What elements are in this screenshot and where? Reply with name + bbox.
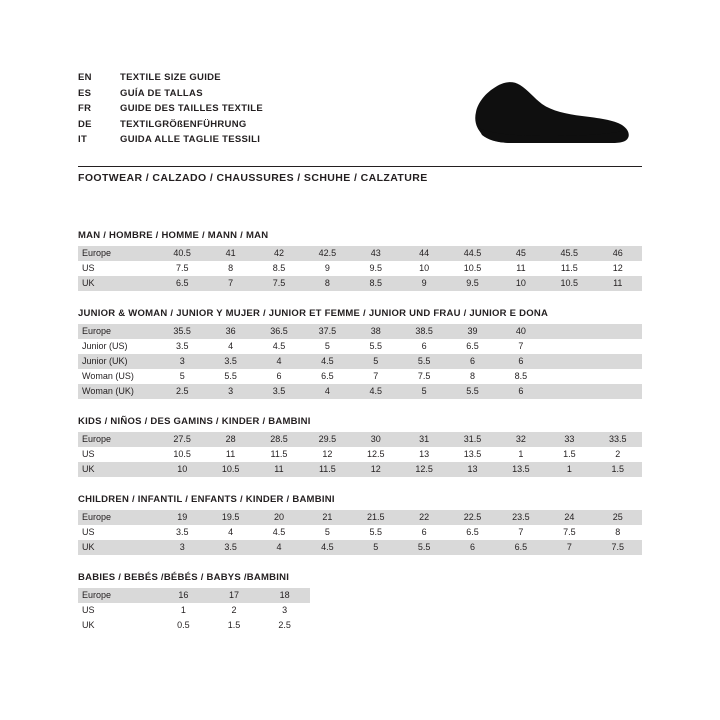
cell [594, 384, 642, 399]
cell: 0.5 [177, 620, 190, 630]
table-row [78, 540, 642, 555]
cell: 31.5 [448, 432, 496, 447]
row-label: US [82, 605, 95, 615]
cell: 36.5 [255, 324, 303, 339]
row-label: Woman (US) [82, 371, 134, 381]
table-row [78, 369, 642, 384]
cell: 4 [228, 527, 234, 537]
cell: 7 [206, 276, 254, 291]
cell [545, 339, 593, 354]
cell: 7.5 [563, 527, 576, 537]
cell: 4.5 [272, 527, 286, 537]
cell: 9.5 [448, 276, 496, 291]
header [78, 72, 642, 150]
cell: 8.5 [352, 276, 400, 291]
cell: 10.5 [463, 263, 482, 273]
dress-shoe-icon [442, 68, 632, 158]
language-title: GUIDA ALLE TAGLIE TESSILI [120, 134, 261, 145]
table-row [78, 324, 642, 339]
cell: 8.5 [272, 263, 286, 273]
table-row [78, 384, 642, 399]
cell [594, 354, 642, 369]
cell: 10.5 [206, 462, 254, 477]
cell: 11 [255, 462, 303, 477]
cell: 11.5 [303, 462, 351, 477]
cell: 10 [419, 263, 430, 273]
cell: 4.5 [303, 354, 351, 369]
row-label: US [82, 449, 95, 459]
cell: 35.5 [158, 324, 206, 339]
cell: 38.5 [400, 324, 448, 339]
cell: 4.5 [303, 540, 351, 555]
cell: 27.5 [158, 432, 206, 447]
size-table-kids [78, 432, 642, 477]
cell: 3.5 [175, 527, 189, 537]
row-label: US [82, 263, 95, 273]
cell: 7 [545, 540, 593, 555]
language-code: DE [78, 118, 92, 130]
section-title: MAN / HOMBRE / HOMME / MANN / MAN [78, 230, 269, 241]
cell: 25 [594, 510, 642, 525]
cell: 6.5 [497, 540, 545, 555]
row-label: Europe [78, 432, 158, 447]
cell: 40 [497, 324, 545, 339]
cell: 40.5 [158, 246, 206, 261]
cell: 44 [400, 246, 448, 261]
cell: 4.5 [272, 341, 286, 351]
section-man [78, 230, 642, 291]
cell: 5.5 [400, 354, 448, 369]
size-table-man [78, 246, 642, 291]
cell: 11.5 [270, 449, 288, 459]
language-code: ES [78, 87, 92, 99]
cell [545, 354, 593, 369]
cell: 5.5 [369, 341, 383, 351]
cell: 20 [255, 510, 303, 525]
cell: 4 [228, 341, 234, 351]
cell: 5 [179, 371, 185, 381]
cell: 6 [497, 354, 545, 369]
row-label: UK [78, 540, 158, 555]
cell: 9 [324, 263, 330, 273]
cell [594, 369, 642, 384]
cell: 28 [206, 432, 254, 447]
cell: 3.5 [255, 384, 303, 399]
cell: 10 [497, 276, 545, 291]
cell: 1.5 [227, 620, 241, 630]
table-row [78, 510, 642, 525]
cell: 7.5 [594, 540, 642, 555]
cell: 5 [324, 341, 330, 351]
section-title: CHILDREN / INFANTIL / ENFANTS / KINDER / BAMBINI [78, 494, 335, 505]
category-title: FOOTWEAR / CALZADO / CHAUSSURES / SCHUHE / CALZATURE [78, 172, 428, 184]
section-kids [78, 416, 642, 477]
cell: 5.5 [400, 540, 448, 555]
cell: 33 [545, 432, 593, 447]
cell: 13.5 [497, 462, 545, 477]
language-title: TEXTILGRÖßENFÜHRUNG [120, 118, 247, 130]
row-label: US [82, 527, 95, 537]
cell: 32 [497, 432, 545, 447]
cell: 2.5 [278, 620, 291, 630]
cell: 1 [545, 462, 593, 477]
cell: 37.5 [303, 324, 351, 339]
cell: 5 [352, 540, 400, 555]
cell: 2.5 [158, 384, 206, 399]
cell: 4 [303, 384, 351, 399]
row-label: Junior (UK) [78, 354, 158, 369]
cell: 11.5 [560, 263, 578, 273]
language-row [78, 72, 263, 88]
cell: 30 [352, 432, 400, 447]
cell: 38 [352, 324, 400, 339]
table-row [78, 432, 642, 447]
size-sections [78, 230, 642, 650]
cell [545, 369, 593, 384]
table-row [78, 276, 642, 291]
cell: 3.5 [206, 540, 254, 555]
cell [545, 384, 593, 399]
cell: 5 [352, 354, 400, 369]
cell: 28.5 [255, 432, 303, 447]
cell: 22 [400, 510, 448, 525]
cell: 13 [419, 449, 430, 459]
cell: 3 [158, 540, 206, 555]
cell: 5 [324, 527, 330, 537]
cell: 13 [448, 462, 496, 477]
cell: 46 [594, 246, 642, 261]
row-label: Europe [78, 246, 158, 261]
cell: 2 [615, 449, 621, 459]
cell: 3 [206, 384, 254, 399]
language-code: IT [78, 134, 88, 145]
language-row [78, 88, 263, 104]
language-row [78, 134, 263, 150]
section-title: BABIES / BEBÉS /BÉBÉS / BABYS /BAMBINI [78, 572, 290, 583]
cell [545, 324, 593, 339]
cell: 7.5 [417, 371, 431, 381]
cell: 8 [303, 276, 351, 291]
size-table-babies [78, 588, 310, 633]
cell: 7.5 [255, 276, 303, 291]
language-title: TEXTILE SIZE GUIDE [120, 72, 221, 83]
language-code: EN [78, 72, 92, 83]
cell: 1.5 [594, 462, 642, 477]
cell: 19 [158, 510, 206, 525]
cell: 7 [373, 371, 379, 381]
cell: 3.5 [175, 341, 189, 351]
cell: 5.5 [369, 527, 383, 537]
cell: 12 [352, 462, 400, 477]
table-row [78, 447, 642, 462]
cell: 18 [259, 588, 310, 603]
cell: 5.5 [448, 384, 496, 399]
size-table-children [78, 510, 642, 555]
cell: 4 [255, 354, 303, 369]
cell: 36 [206, 324, 254, 339]
cell: 6 [421, 527, 427, 537]
table-row [78, 603, 310, 618]
cell: 3 [282, 605, 288, 615]
row-label: UK [82, 620, 95, 630]
cell: 8 [615, 527, 621, 537]
cell: 6.5 [321, 371, 334, 381]
cell: 5 [400, 384, 448, 399]
section-title: JUNIOR & WOMAN / JUNIOR Y MUJER / JUNIOR ET FEMME / JUNIOR UND FRAU / JUNIOR E DONA [78, 308, 549, 319]
cell: 6.5 [158, 276, 206, 291]
cell: 8.5 [514, 371, 528, 381]
size-table-junior-woman [78, 324, 642, 399]
cell [594, 339, 642, 354]
cell: 23.5 [497, 510, 545, 525]
row-label: Europe [78, 324, 158, 339]
cell: 10.5 [173, 449, 191, 459]
cell: 10 [158, 462, 206, 477]
cell: 6 [448, 354, 496, 369]
row-label: Europe [78, 510, 158, 525]
cell: 11 [594, 276, 642, 291]
cell [594, 324, 642, 339]
cell: 6.5 [466, 341, 479, 351]
cell: 4.5 [352, 384, 400, 399]
cell: 11 [516, 263, 526, 273]
cell: 33.5 [594, 432, 642, 447]
cell: 1 [518, 449, 524, 459]
table-row [78, 339, 642, 354]
cell: 2 [231, 605, 237, 615]
section-junior-woman [78, 308, 642, 399]
section-babies [78, 572, 642, 633]
cell: 42.5 [303, 246, 351, 261]
language-row [78, 119, 263, 135]
cell: 31 [400, 432, 448, 447]
cell: 9.5 [369, 263, 383, 273]
cell: 7 [518, 527, 524, 537]
cell: 6 [497, 384, 545, 399]
cell: 11 [225, 449, 236, 459]
table-row [78, 525, 642, 540]
cell: 6 [276, 371, 282, 381]
cell: 29.5 [303, 432, 351, 447]
table-row [78, 588, 310, 603]
language-title-list [78, 72, 263, 150]
cell: 39 [448, 324, 496, 339]
cell: 45.5 [545, 246, 593, 261]
table-row [78, 246, 642, 261]
language-title: GUÍA DE TALLAS [120, 87, 203, 99]
header-divider [78, 166, 642, 167]
cell: 3 [158, 354, 206, 369]
cell: 8 [228, 263, 234, 273]
cell: 6 [448, 540, 496, 555]
table-row [78, 618, 310, 633]
section-title: KIDS / NIÑOS / DES GAMINS / KINDER / BAMBINI [78, 416, 311, 427]
cell: 41 [206, 246, 254, 261]
cell: 42 [255, 246, 303, 261]
language-row [78, 103, 263, 119]
language-title-list-body [78, 72, 263, 150]
row-label: UK [78, 276, 158, 291]
row-label: Junior (US) [82, 341, 128, 351]
cell: 12 [322, 449, 333, 459]
table-row [78, 462, 642, 477]
cell: 9 [400, 276, 448, 291]
cell: 7.5 [175, 263, 189, 273]
cell: 13.5 [463, 449, 482, 459]
cell: 4 [255, 540, 303, 555]
cell: 45 [497, 246, 545, 261]
cell: 17 [209, 588, 260, 603]
cell: 21.5 [352, 510, 400, 525]
cell: 12.5 [400, 462, 448, 477]
cell: 8 [470, 371, 476, 381]
cell: 16 [158, 588, 209, 603]
cell: 10.5 [545, 276, 593, 291]
row-label: UK [78, 462, 158, 477]
cell: 12.5 [366, 449, 385, 459]
language-title: GUIDE DES TAILLES TEXTILE [120, 103, 263, 114]
cell: 5.5 [224, 371, 237, 381]
cell: 1.5 [563, 449, 576, 459]
row-label: Woman (UK) [78, 384, 158, 399]
cell: 24 [545, 510, 593, 525]
table-row [78, 354, 642, 369]
cell: 12 [612, 263, 623, 273]
row-label: Europe [78, 588, 158, 603]
cell: 44.5 [448, 246, 496, 261]
cell: 19.5 [206, 510, 254, 525]
language-code: FR [78, 103, 92, 114]
cell: 6.5 [466, 527, 479, 537]
cell: 21 [303, 510, 351, 525]
cell: 3.5 [206, 354, 254, 369]
cell: 6 [421, 341, 427, 351]
table-row [78, 261, 642, 276]
cell: 7 [518, 341, 524, 351]
cell: 43 [352, 246, 400, 261]
section-children [78, 494, 642, 555]
cell: 22.5 [448, 510, 496, 525]
cell: 1 [180, 605, 186, 615]
